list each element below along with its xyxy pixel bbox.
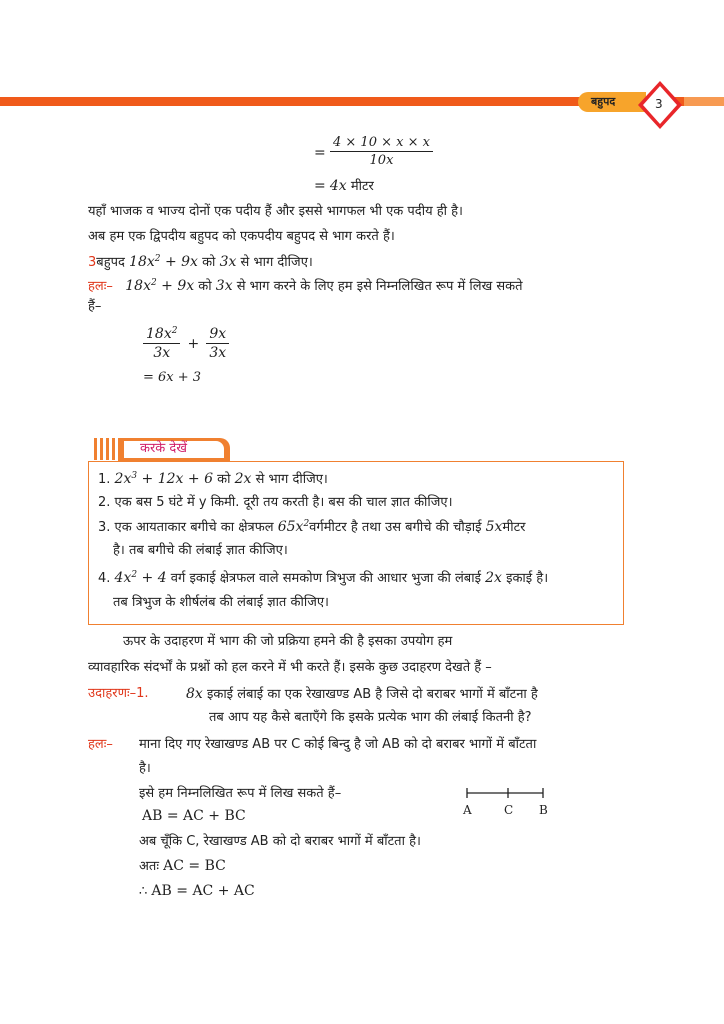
- activity-item-3-line2: है। तब बगीचे की लंबाई ज्ञात कीजिए।: [113, 543, 288, 558]
- solution-1-line1: माना दिए गए रेखाखण्ड AB पर C कोई बिन्दु है जो AB को दो बराबर भागों में बाँटता: [139, 737, 537, 752]
- solution-3-line1: [88, 277, 523, 296]
- result-unit: मीटर: [350, 179, 374, 194]
- solution-label: हलः–: [88, 279, 113, 294]
- solution-1-therefore-line: [139, 882, 255, 901]
- paragraph-monomial: यहाँ भाजक व भाज्य दोनों एक पदीय हैं और इससे भागफल भी एक पदीय ही है।: [88, 204, 463, 219]
- solution-1-line4: अब चूँकि C, रेखाखण्ड AB को दो बराबर भागों में बाँटता है।: [139, 834, 421, 849]
- solution-mid: को: [198, 279, 212, 294]
- equation-ac-bc: AC = BC: [163, 858, 226, 874]
- result-expression: 4x: [329, 178, 347, 194]
- fraction-1: $\frac{18x^2}{3x}$: [143, 326, 180, 361]
- example-1-label: उदाहरणः–1.: [88, 686, 149, 701]
- example-1-line1: 8x इकाई लंबाई का एक रेखाखण्ड AB है जिसे दो बराबर भागों में बाँटना है: [186, 686, 538, 702]
- equation-ab-ac-ac: AB = AC + AC: [151, 883, 255, 899]
- fraction-numerator: 4 × 10 × x × x: [330, 135, 433, 152]
- activity-item-2: 2. एक बस 5 घंटे में y किमी. दूरी तय करती है। बस की चाल ज्ञात कीजिए।: [98, 495, 453, 510]
- example-mid: को: [202, 255, 216, 270]
- paragraph-practical-line1: ऊपर के उदाहरण में भाग की जो प्रक्रिया हमने की है इसका उपयोग हम: [123, 634, 453, 649]
- activity-item-1: 1. $2x^3 + 12x + 6$ को 2x से भाग दीजिए।: [98, 471, 328, 487]
- label-a: A: [463, 803, 472, 817]
- example-1-line2: तब आप यह कैसे बताएँगे कि इसके प्रत्येक भाग की लंबाई कितनी है?: [209, 710, 532, 725]
- equals-sign-2: =: [314, 178, 326, 194]
- solution-1-line3: इसे हम निम्नलिखित रूप में लिख सकते हैं–: [139, 786, 342, 801]
- example-expression: $18x^2 + 9x$: [129, 254, 198, 270]
- division-fraction: [330, 135, 433, 168]
- example-divisor: 3x: [219, 254, 237, 270]
- solution-3-result: = 6x + 3: [143, 370, 202, 385]
- label-c: C: [504, 803, 514, 817]
- solution-divisor: 3x: [215, 278, 233, 294]
- solution-1-ata-line: [139, 857, 226, 876]
- paragraph-binomial: अब हम एक द्विपदीय बहुपद को एकपदीय बहुपद से भाग करते हैं।: [88, 229, 395, 244]
- solution-expression: $18x^2 + 9x$: [125, 278, 195, 294]
- result-line: [314, 177, 374, 196]
- fraction-2: $\frac{9x}{3x}$: [206, 326, 229, 361]
- line-segment-diagram: [455, 783, 555, 819]
- paragraph-practical-line2: व्यावहारिक संदर्भों के प्रश्नों को हल करने में भी करते हैं। इसके कुछ उदाहरण देखते हैं –: [88, 660, 492, 675]
- plus-sign: +: [187, 336, 200, 352]
- example-number: 3: [88, 255, 97, 270]
- activity-item-4: 4. $4x^2 + 4$ वर्ग इकाई क्षेत्रफल वाले समकोण त्रिभुज की आधार भुजा की लंबाई 2x इकाई है।: [98, 570, 549, 586]
- solution-1-label: हलः–: [88, 737, 113, 752]
- header-band-light-right: [684, 97, 724, 106]
- chapter-label: बहुपद: [591, 95, 616, 108]
- example-prefix: बहुपद: [96, 255, 125, 270]
- fraction-denominator: 10x: [369, 153, 394, 168]
- activity-item-3: 3. एक आयताकार बगीचे का क्षेत्रफल $65x^2वर्गमीटर$ है तथा उस बगीचे की चौड़ाई 5xमीटर: [98, 519, 526, 535]
- example-suffix: से भाग दीजिए।: [240, 255, 313, 270]
- activity-title-stripes: [94, 438, 116, 460]
- solution-3-fractions: [143, 326, 229, 361]
- therefore-icon: ∴: [139, 884, 148, 899]
- solution-line1-rest: से भाग करने के लिए हम इसे निम्नलिखित रूप में लिख सकते: [236, 279, 523, 294]
- equals-sign-1: =: [314, 145, 326, 161]
- example-3-question: [88, 253, 313, 272]
- solution-3-line2: हैं–: [88, 299, 102, 314]
- activity-title: करके देखें: [140, 441, 187, 456]
- equation-ab-ac-bc: AB = AC + BC: [142, 808, 246, 824]
- activity-item-4-line2: तब त्रिभुज के शीर्षलंब की लंबाई ज्ञात कीजिए।: [113, 595, 329, 610]
- solution-1-line2: है।: [139, 761, 151, 776]
- label-b: B: [539, 803, 548, 817]
- ata-word: अतः: [139, 859, 159, 874]
- page-number: 3: [655, 97, 663, 111]
